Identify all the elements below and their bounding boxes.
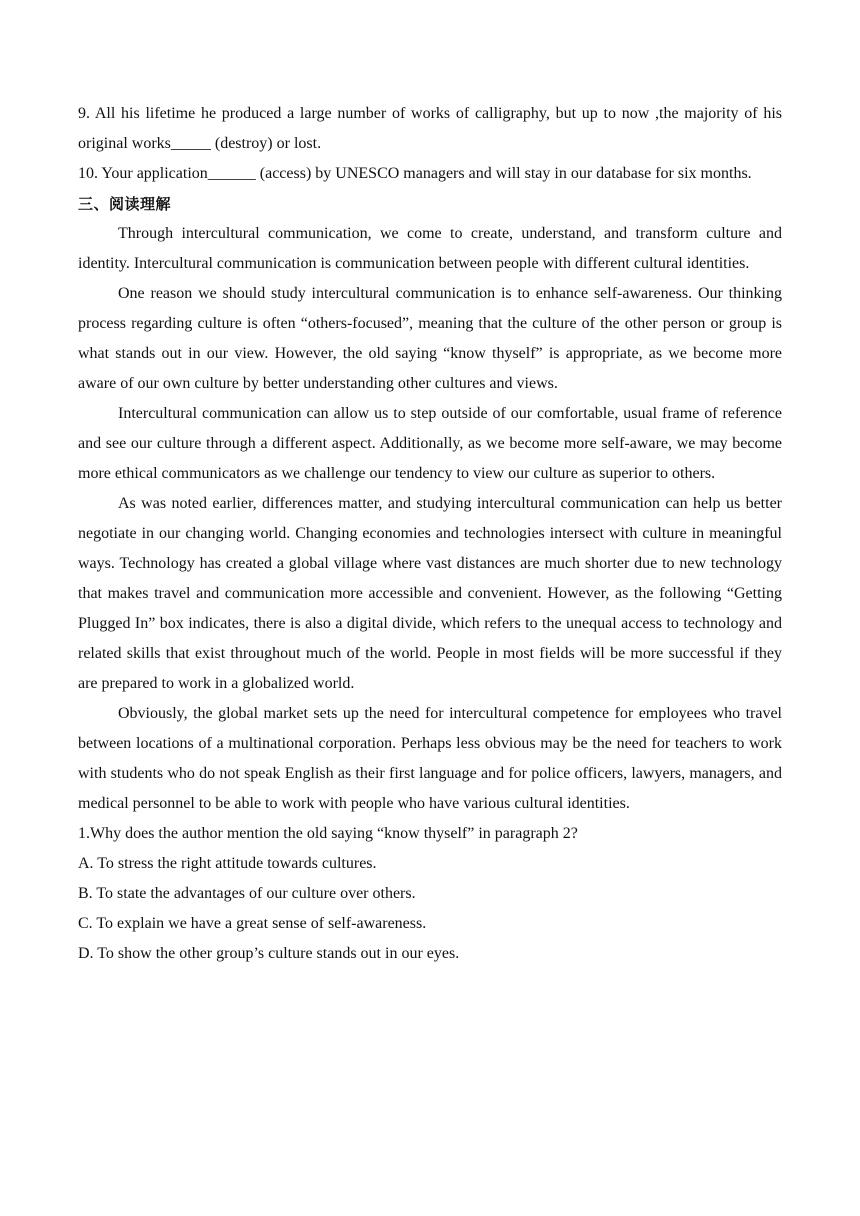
question-stem: 1.Why does the author mention the old saying “know thyself” in paragraph 2? xyxy=(78,825,578,842)
document-page xyxy=(78,99,782,969)
reading-passage xyxy=(78,219,782,819)
option-b: B. To state the advantages of our culture over others. xyxy=(78,885,416,902)
question-1 xyxy=(78,819,782,969)
fill-item-9: 9. All his lifetime he produced a large number of works of calligraphy, but up to now ,the majority of his original works_____ (destroy) or lost. xyxy=(78,105,782,152)
passage-paragraph-5: Obviously, the global market sets up the need for intercultural competence for employees who travel between locations of a multinational corporation. Perhaps less obvious may be the need for teachers to work with students who do not speak English as their first language and for police officers, lawyers, managers, and medical personnel to be able to work with people who have various cultural identities. xyxy=(78,705,782,812)
passage-paragraph-1: Through intercultural communication, we come to create, understand, and transform culture and identity. Intercultural communication is communication between people with different cultural identities. xyxy=(78,225,782,272)
passage-paragraph-3: Intercultural communication can allow us to step outside of our comfortable, usual frame of reference and see our culture through a different aspect. Additionally, as we become more self-aware, we may become more ethical communicators as we challenge our tendency to view our culture as superior to others. xyxy=(78,405,782,482)
passage-paragraph-4: As was noted earlier, differences matter, and studying intercultural communication can help us better negotiate in our changing world. Changing economies and technologies intersect with culture in meaningful ways. Technology has created a global village where vast distances are much shorter due to new technology that makes travel and communication more accessible and convenient. However, as the following “Getting Plugged In” box indicates, there is also a digital divide, which refers to the unequal access to technology and related skills that exist throughout much of the world. People in most fields will be more successful if they are prepared to work in a globalized world. xyxy=(78,495,782,692)
option-d: D. To show the other group’s culture stands out in our eyes. xyxy=(78,945,460,962)
passage-paragraph-2: One reason we should study intercultural communication is to enhance self-awareness. Our thinking process regarding culture is often “others-focused”, meaning that the culture of the other person or group is what stands out in our view. However, the old saying “know thyself” is appropriate, as we become more aware of our own culture by better understanding other cultures and views. xyxy=(78,285,782,392)
option-a: A. To stress the right attitude towards cultures. xyxy=(78,855,377,872)
section-heading-reading: 三、阅读理解 xyxy=(78,195,172,213)
option-c: C. To explain we have a great sense of self-awareness. xyxy=(78,915,427,932)
fill-item-10: 10. Your application______ (access) by UNESCO managers and will stay in our database for six months. xyxy=(78,165,752,182)
